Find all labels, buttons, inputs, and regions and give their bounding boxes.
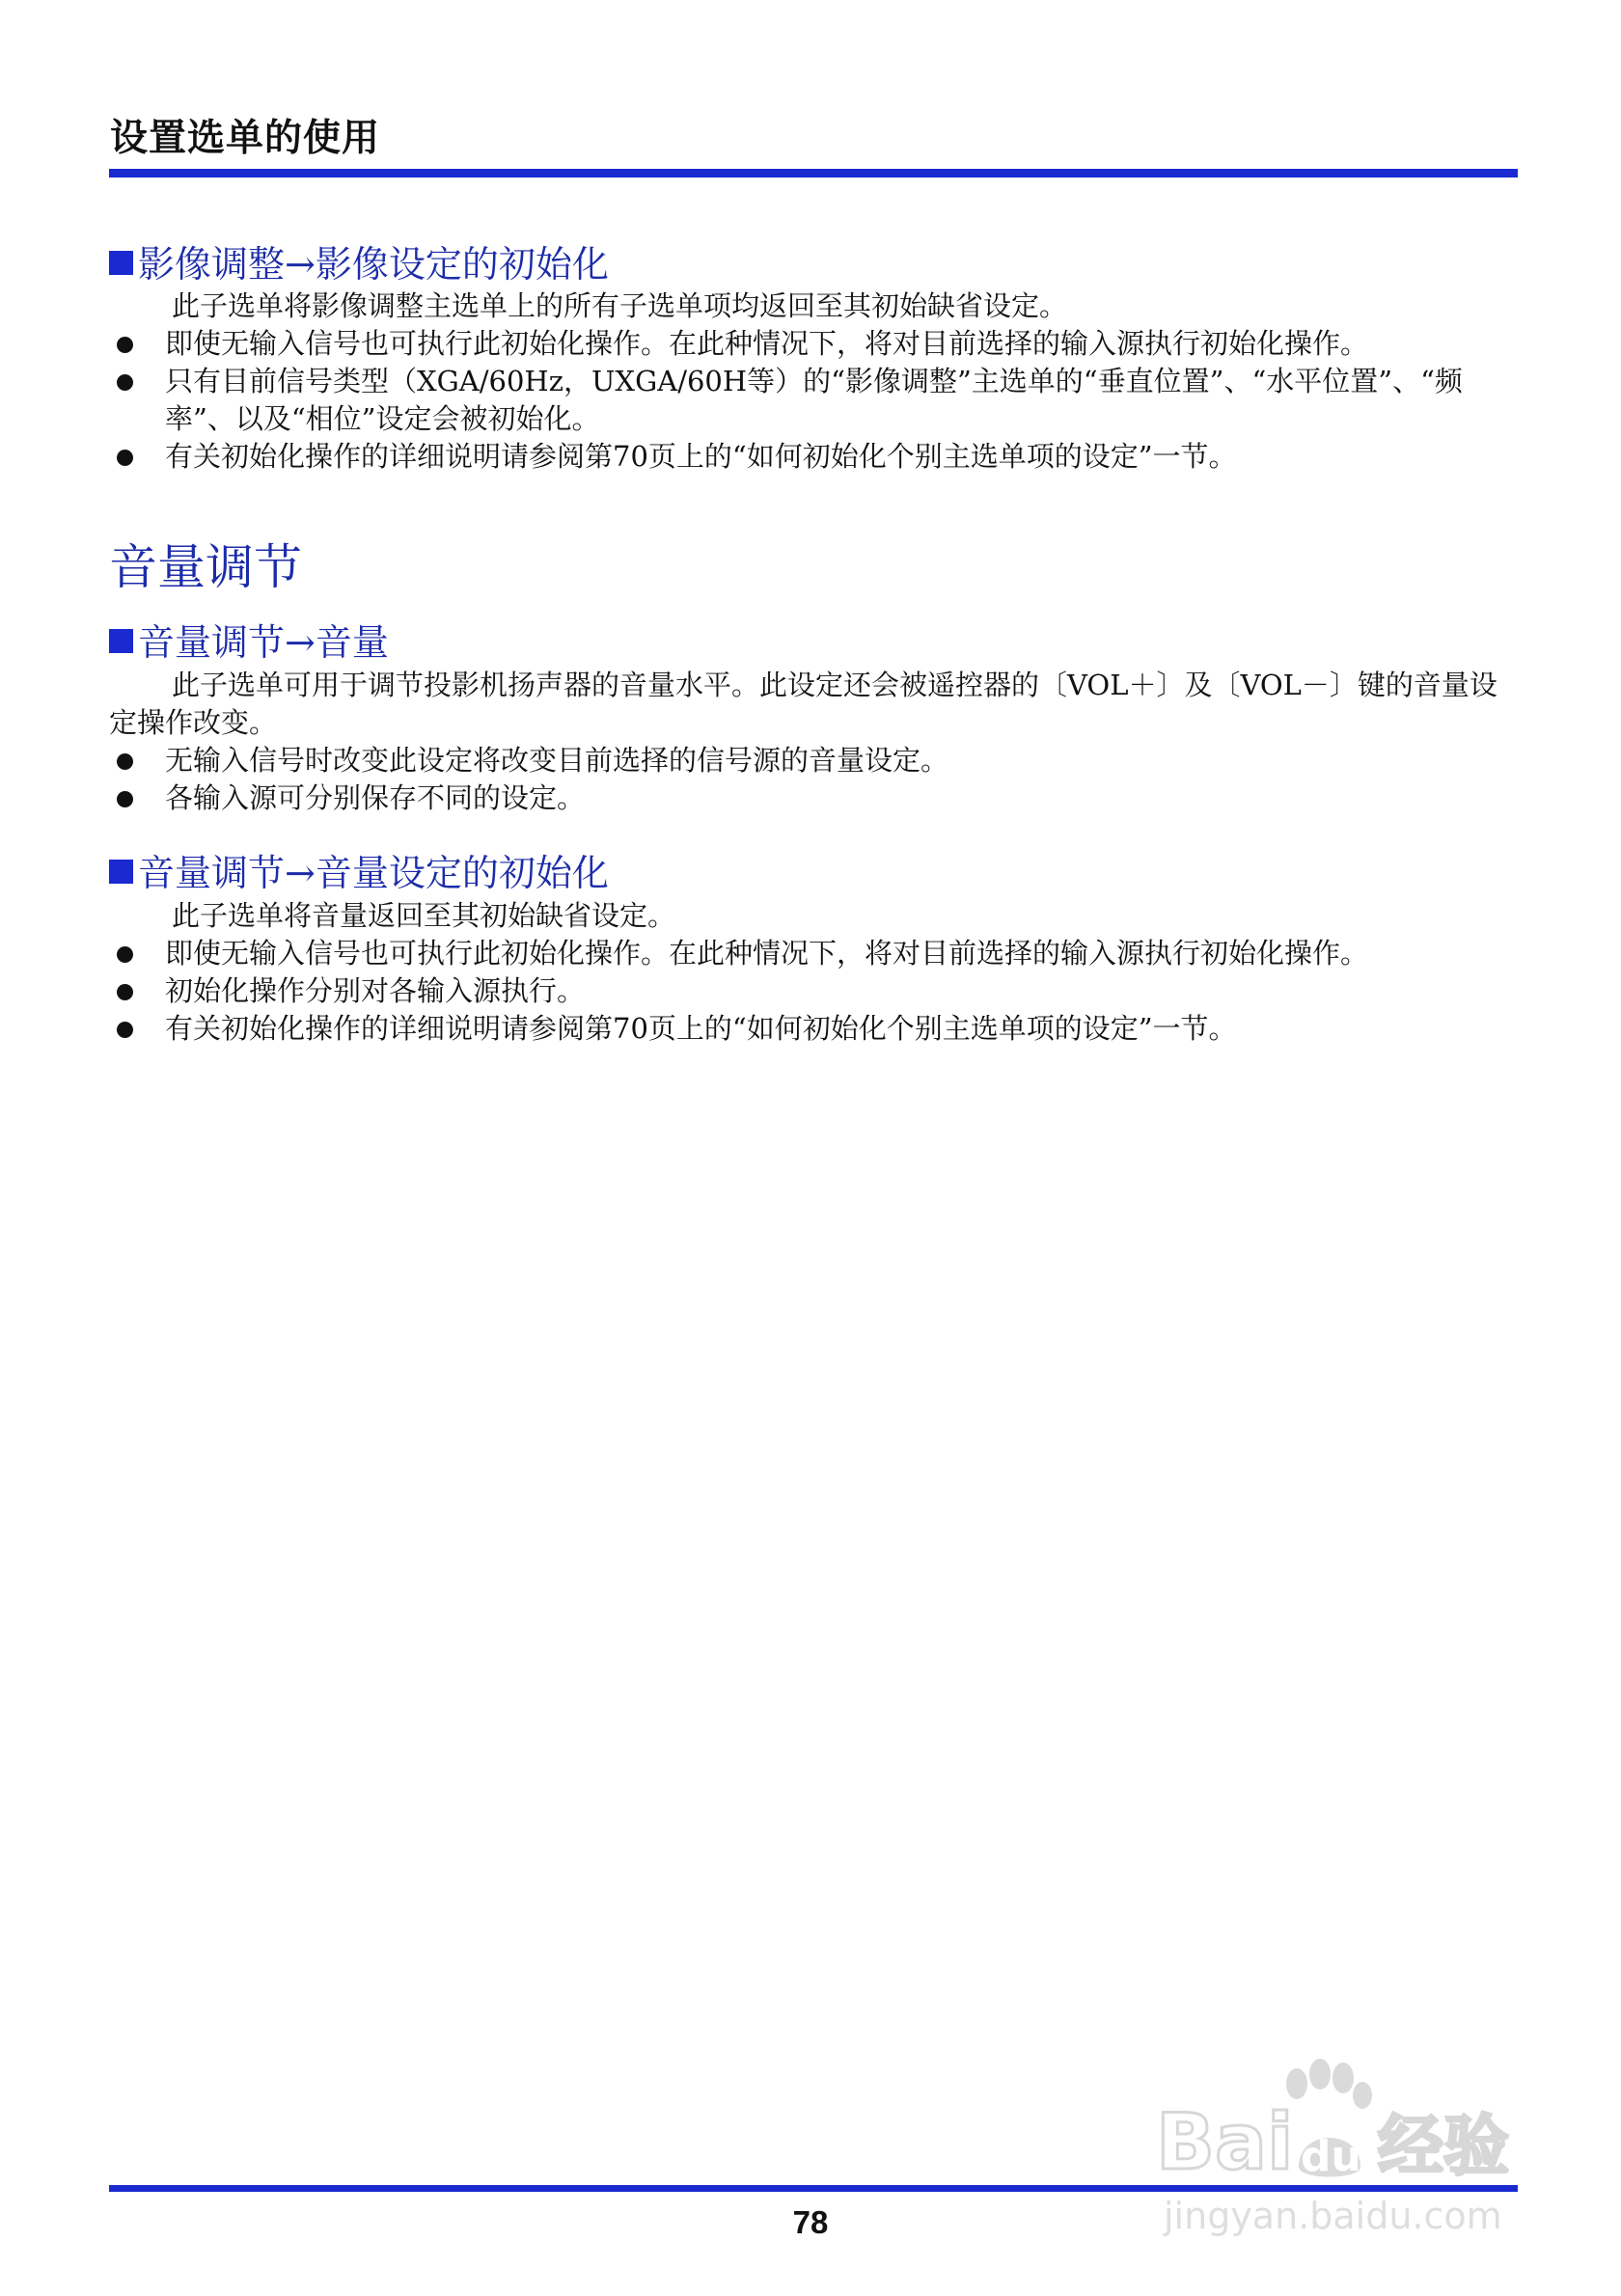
- watermark-paw-text: du: [1301, 2132, 1361, 2181]
- subsection-heading-volume-init: [109, 843, 609, 896]
- square-bullet-icon: [109, 251, 133, 275]
- subsection-heading-text: 音量调节→音量设定的初始化: [138, 852, 609, 894]
- subsection-heading-text: 影像调整→影像设定的初始化: [138, 243, 609, 286]
- section-heading-volume: 音量调节: [109, 539, 302, 595]
- subsection-heading-text: 音量调节→音量: [138, 621, 389, 664]
- square-bullet-icon: [109, 629, 133, 653]
- intro-paragraph: 此子选单将影像调整主选单上的所有子选单项均返回至其初始缺省设定。: [172, 289, 1068, 322]
- list-item: [109, 363, 1518, 438]
- bullet-dot-icon: [117, 753, 133, 770]
- bullet-list-volume: [109, 742, 1518, 817]
- list-item-text: 即使无输入信号也可执行此初始化操作。在此种情况下，将对目前选择的输入源执行初始化操作。: [165, 937, 1369, 970]
- list-item: [109, 325, 1518, 363]
- square-bullet-icon: [109, 860, 133, 884]
- bullet-list-volume-init: [109, 935, 1518, 1048]
- page-header-title: 设置选单的使用: [110, 117, 381, 160]
- watermark-url: jingyan.baidu.com: [1164, 2195, 1502, 2237]
- list-item-text: 只有目前信号类型（XGA/60Hz，UXGA/60H等）的“影像调整”主选单的“垂直位置”、“水平位置”、“频率”、以及“相位”设定会被初始化。: [165, 365, 1463, 435]
- baidu-watermark: [1154, 2053, 1530, 2246]
- intro-paragraph: 此子选单可用于调节投影机扬声器的音量水平。此设定还会被遥控器的〔VOL＋〕及〔VOL－〕键的音量设定操作改变。: [109, 669, 1497, 739]
- list-item-text: 有关初始化操作的详细说明请参阅第70页上的“如何初始化个别主选单项的设定”一节。: [165, 1012, 1237, 1045]
- subsection-heading-volume: [109, 613, 389, 666]
- bullet-dot-icon: [117, 984, 133, 1000]
- bullet-list-image-init: [109, 325, 1518, 476]
- list-item: [109, 438, 1518, 476]
- bullet-dot-icon: [117, 1022, 133, 1038]
- intro-paragraph: 此子选单将音量返回至其初始缺省设定。: [172, 899, 676, 932]
- watermark-brand-tail: 经验: [1378, 2109, 1510, 2185]
- watermark-brand: Bai: [1156, 2097, 1294, 2187]
- list-item: [109, 779, 1518, 817]
- bullet-dot-icon: [117, 374, 133, 391]
- list-item: [109, 1010, 1518, 1048]
- bullet-dot-icon: [117, 337, 133, 353]
- list-item: [109, 742, 1518, 779]
- header-divider: [109, 169, 1518, 178]
- bullet-dot-icon: [117, 946, 133, 963]
- list-item-text: 有关初始化操作的详细说明请参阅第70页上的“如何初始化个别主选单项的设定”一节。: [165, 440, 1237, 473]
- subsection-heading-image-init: [109, 234, 609, 287]
- list-item: [109, 972, 1518, 1010]
- list-item: [109, 935, 1518, 972]
- bullet-dot-icon: [117, 791, 133, 807]
- page-number: 78: [792, 2204, 829, 2240]
- list-item-text: 初始化操作分别对各输入源执行。: [165, 974, 586, 1007]
- list-item-text: 即使无输入信号也可执行此初始化操作。在此种情况下，将对目前选择的输入源执行初始化操作。: [165, 327, 1369, 360]
- bullet-dot-icon: [117, 450, 133, 466]
- list-item-text: 各输入源可分别保存不同的设定。: [165, 781, 586, 814]
- list-item-text: 无输入信号时改变此设定将改变目前选择的信号源的音量设定。: [165, 744, 949, 777]
